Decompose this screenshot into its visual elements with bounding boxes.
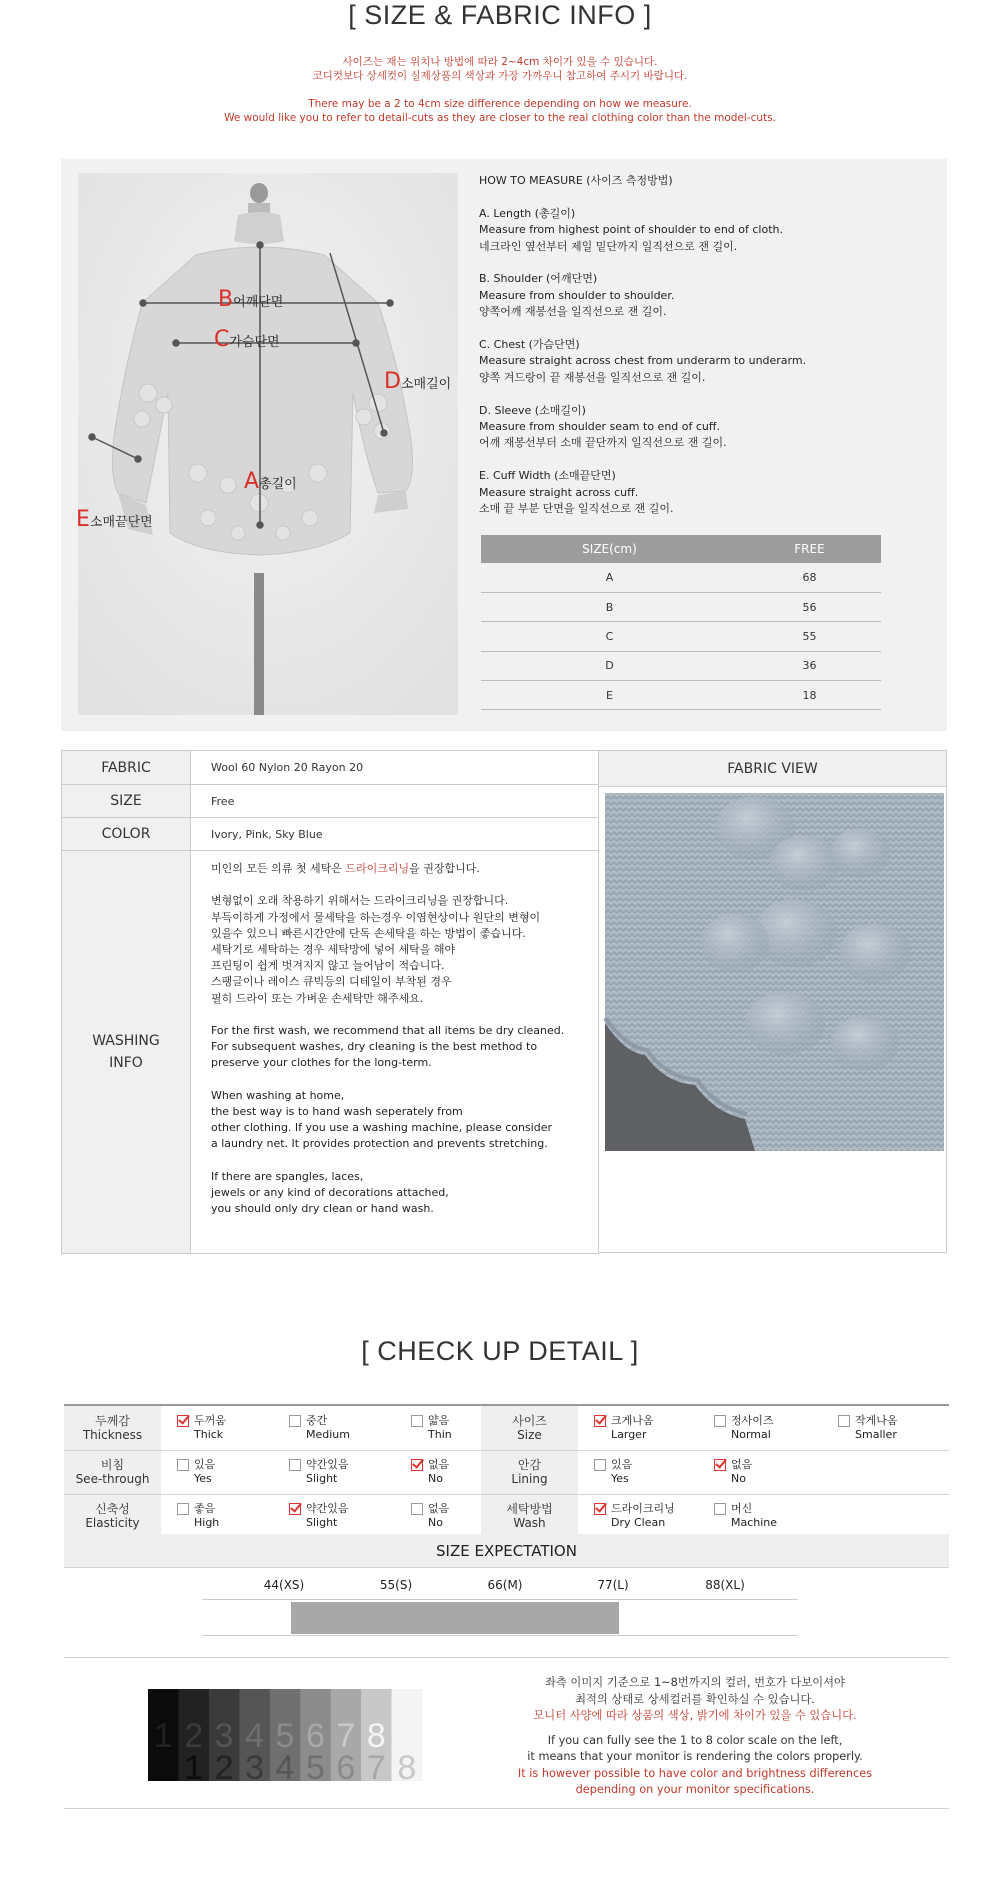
label-letter: B [218, 287, 234, 312]
washing-row [62, 851, 599, 1254]
washing-line: 필히 드라이 또는 가벼운 손세탁만 해주세요. [211, 991, 424, 1005]
scale-number-top: 6 [305, 1717, 325, 1755]
section-title-check-detail: [ CHECK UP DETAIL ] [361, 1336, 639, 1366]
checked-checkbox[interactable] [714, 1459, 726, 1471]
unchecked-checkbox[interactable] [714, 1503, 726, 1515]
size-notice-en [0, 97, 1000, 125]
garment-diagram [78, 173, 458, 715]
scale-number-top: 4 [245, 1717, 265, 1755]
checked-checkbox[interactable] [594, 1503, 606, 1515]
color-label: COLOR [62, 818, 191, 851]
washing-line: preserve your clothes for the long-term. [211, 1056, 432, 1070]
note-line: If you can fully see the 1 to 8 color scale on the left, [547, 1733, 843, 1747]
checked-checkbox[interactable] [411, 1459, 423, 1471]
cat-lining [481, 1450, 578, 1494]
fabric-photo-svg [605, 793, 944, 1151]
washing-intro-post: 을 권장합니다. [409, 862, 480, 875]
unchecked-checkbox[interactable] [289, 1415, 301, 1427]
empty-cell [822, 1494, 949, 1538]
scale-number-top: 8 [366, 1717, 386, 1755]
opt-ko: 없음 [731, 1458, 753, 1471]
option-larger[interactable] [578, 1406, 698, 1450]
opt-ko: 있음 [611, 1458, 633, 1471]
unchecked-checkbox[interactable] [411, 1415, 423, 1427]
opt-ko: 두꺼움 [194, 1413, 226, 1427]
label-letter: D [384, 369, 401, 394]
option-label [428, 1458, 449, 1486]
fabric-label: FABRIC [62, 751, 191, 785]
table-row [481, 622, 881, 651]
option-label [428, 1502, 449, 1530]
size-row [62, 785, 599, 818]
washing-line: 변형없이 오래 착용하기 위해서는 드라이크리닝을 권장합니다. [211, 894, 509, 908]
label-letter: C [214, 327, 230, 352]
scale-number-bottom: 3 [245, 1749, 265, 1787]
unchecked-checkbox[interactable] [289, 1459, 301, 1471]
washing-intro [211, 861, 578, 877]
size-value: Free [191, 785, 599, 818]
unchecked-checkbox[interactable] [594, 1459, 606, 1471]
opt-ko: 크게나옴 [611, 1413, 654, 1427]
opt-ko: 없음 [428, 1458, 450, 1471]
size-key: C [481, 622, 738, 651]
label-letter: A [244, 469, 260, 494]
opt-en: Dry Clean [611, 1516, 666, 1529]
diagram-label-c [214, 327, 280, 352]
option-medium[interactable] [273, 1406, 395, 1450]
measure-item-a [479, 206, 919, 255]
empty-cell [822, 1450, 949, 1494]
cat-ko: 두께감 [95, 1413, 130, 1428]
opt-ko: 있음 [194, 1458, 216, 1471]
unchecked-checkbox[interactable] [411, 1503, 423, 1515]
option-label [855, 1414, 898, 1442]
option-label [194, 1414, 226, 1442]
opt-en: Smaller [855, 1427, 897, 1441]
note-line-highlight: It is however possible to have color and brightness differences [517, 1766, 873, 1780]
measure-item-b [479, 271, 919, 320]
option-label [194, 1458, 215, 1486]
unchecked-checkbox[interactable] [838, 1415, 850, 1427]
cat-size [481, 1406, 578, 1450]
color-scale [148, 1689, 422, 1787]
measure-en: Measure from shoulder seam to end of cuff. [479, 420, 720, 434]
cat-en: Lining [511, 1472, 548, 1486]
measure-en: Measure from highest point of shoulder to end of cloth. [479, 223, 783, 237]
table-row [481, 681, 881, 710]
fabric-photo [605, 793, 944, 1151]
option-label [428, 1414, 452, 1442]
check-row-seethrough-lining [64, 1450, 949, 1494]
measure-title: A. Length (총길이) [479, 206, 576, 220]
scale-number-bottom: 6 [336, 1749, 356, 1787]
size-tick-s: 55(S) [379, 1578, 413, 1592]
washing-line: the best way is to hand wash seperately from [211, 1105, 463, 1118]
free-col-header: FREE [738, 535, 881, 563]
how-to-measure-heading: HOW TO MEASURE (사이즈 측정방법) [479, 174, 673, 187]
washing-line: a laundry net. It provides protection and prevents stretching. [211, 1137, 548, 1151]
measure-item-d [479, 403, 919, 452]
measure-title: B. Shoulder (어깨단면) [479, 272, 598, 286]
option-no-elastic[interactable] [395, 1494, 481, 1538]
scale-number-top: 2 [184, 1717, 204, 1755]
opt-ko: 좋음 [194, 1502, 216, 1515]
opt-ko: 작게나옴 [855, 1413, 898, 1427]
measure-en: Measure straight across chest from underarm to underarm. [479, 354, 807, 368]
washing-line: 있을수 있으니 빠른시간안에 단독 손세탁을 하는 방법이 좋습니다. [211, 926, 526, 940]
note-line-highlight: depending on your monitor specifications. [575, 1783, 815, 1796]
option-label [731, 1458, 752, 1486]
cat-see-through [64, 1450, 161, 1494]
measure-title: D. Sleeve (소매길이) [479, 403, 586, 417]
section-title-size-fabric: [ SIZE & FABRIC INFO ] [348, 0, 652, 30]
cat-en: Thickness [82, 1427, 143, 1442]
option-slight-elastic[interactable] [273, 1494, 395, 1538]
notice-line: 코디컷보다 상세컷이 실제상품의 색상과 가장 가까우니 참고하여 주시기 바랍니다. [312, 70, 688, 82]
size-expectation-track-bottom [202, 1635, 798, 1636]
measure-ko: 소매 끝 부분 단면을 일직선으로 잰 길이. [479, 502, 674, 516]
opt-en: Slight [306, 1516, 338, 1529]
option-lining-yes[interactable] [578, 1450, 698, 1494]
opt-ko: 없음 [428, 1502, 450, 1515]
opt-en: Yes [194, 1472, 212, 1485]
washing-line: For subsequent washes, dry cleaning is the best method to [211, 1040, 538, 1054]
scale-number-bottom: 8 [397, 1749, 417, 1787]
opt-en: Normal [731, 1427, 771, 1441]
cat-en: Elasticity [85, 1516, 140, 1530]
size-key: D [481, 651, 738, 680]
option-label [611, 1414, 654, 1442]
washing-intro-pre: 미인의 모든 의류 첫 세탁은 [211, 862, 346, 875]
option-label [306, 1458, 349, 1486]
note-line: it means that your monitor is rendering the colors properly. [527, 1750, 863, 1763]
opt-en: Slight [306, 1472, 338, 1485]
unchecked-checkbox[interactable] [177, 1459, 189, 1471]
opt-ko: 드라이크리닝 [611, 1502, 675, 1515]
washing-text [191, 851, 598, 1217]
washing-line: When washing at home, [211, 1088, 345, 1102]
opt-en: Machine [731, 1516, 778, 1529]
diagram-label-b [218, 287, 283, 312]
scale-number-top: 5 [275, 1717, 295, 1755]
cat-ko: 신축성 [95, 1502, 130, 1516]
fabric-value: Wool 60 Nylon 20 Rayon 20 [191, 751, 599, 785]
measure-ko: 양쪽어깨 재봉선을 일직선으로 잰 길이. [479, 305, 667, 319]
cat-ko: 세탁방법 [506, 1502, 553, 1516]
opt-en: Thin [428, 1427, 452, 1441]
option-yes[interactable] [161, 1450, 273, 1494]
size-expectation-track-top [202, 1599, 798, 1600]
checked-checkbox[interactable] [289, 1503, 301, 1515]
cat-ko: 비침 [100, 1458, 125, 1472]
size-expectation-header: SIZE EXPECTATION [64, 1534, 949, 1568]
cat-wash [481, 1494, 578, 1538]
option-dry-clean[interactable] [578, 1494, 698, 1538]
opt-en: High [194, 1516, 220, 1529]
cat-ko: 사이즈 [512, 1413, 547, 1428]
notice-line: There may be a 2 to 4cm size difference depending on how we measure. [308, 98, 692, 110]
option-smaller[interactable] [822, 1406, 949, 1450]
opt-ko: 얇음 [428, 1413, 450, 1427]
size-value: 18 [738, 681, 881, 710]
size-tick-xs: 44(XS) [263, 1578, 305, 1592]
fabric-view-panel [599, 750, 947, 1253]
scale-number-top: 7 [336, 1717, 356, 1755]
scale-number-bottom: 7 [366, 1749, 386, 1787]
size-tick-xl: 88(XL) [705, 1578, 745, 1592]
fabric-row [62, 751, 599, 785]
opt-en: Thick [194, 1427, 224, 1441]
cat-en: Wash [513, 1516, 546, 1530]
size-notice-ko [0, 55, 1000, 83]
washing-line: 세탁기로 세탁하는 경우 세탁망에 넣어 세탁을 해야 [211, 943, 456, 956]
size-value: 68 [738, 563, 881, 592]
option-no[interactable] [395, 1450, 481, 1494]
label-text: 소매끝단면 [89, 515, 153, 530]
notice-line: We would like you to refer to detail-cuts as they are closer to the real clothing color than the model-cuts. [224, 112, 776, 124]
table-row [481, 592, 881, 621]
cat-elasticity [64, 1494, 161, 1538]
diagram-label-e [76, 507, 153, 532]
cat-thickness [64, 1406, 161, 1450]
option-thick[interactable] [161, 1406, 273, 1450]
size-col-header: SIZE(cm) [481, 535, 738, 563]
washing-label-line: INFO [109, 1055, 143, 1071]
checked-checkbox[interactable] [594, 1415, 606, 1427]
washing-en-2 [211, 1088, 578, 1153]
note-line-highlight: 모니터 사양에 따라 상품의 색상, 밝기에 차이가 있을 수 있습니다. [533, 1709, 857, 1722]
divider [64, 1657, 949, 1658]
option-lining-no[interactable] [698, 1450, 822, 1494]
unchecked-checkbox[interactable] [714, 1415, 726, 1427]
diagram-label-d [384, 369, 451, 394]
washing-label [62, 851, 191, 1254]
size-value: 55 [738, 622, 881, 651]
opt-ko: 중간 [306, 1413, 328, 1427]
washing-en-1 [211, 1023, 578, 1072]
size-tick-m: 66(M) [487, 1578, 523, 1592]
fabric-view-title: FABRIC VIEW [599, 751, 946, 787]
label-text: 어깨단면 [233, 295, 284, 310]
check-row-thickness-size [64, 1406, 949, 1450]
size-table [481, 535, 881, 710]
washing-ko [211, 893, 578, 1006]
washing-line: you should only dry clean or hand wash. [211, 1202, 434, 1216]
notice-line: 사이즈는 재는 위치나 방법에 따라 2~4cm 차이가 있을 수 있습니다. [342, 56, 658, 68]
option-label [306, 1502, 349, 1530]
garment-diagram-svg [78, 173, 458, 715]
opt-en: Larger [611, 1427, 647, 1441]
scale-number-top: 3 [214, 1717, 234, 1755]
label-letter: E [76, 507, 90, 532]
washing-info [191, 851, 599, 1254]
measure-title: E. Cuff Width (소매끝단면) [479, 469, 616, 483]
note-line: 최적의 상태로 상세컬러를 확인하실 수 있습니다. [575, 1692, 815, 1706]
washing-line: For the first wash, we recommend that all items be dry cleaned. [211, 1024, 565, 1037]
size-key: E [481, 681, 738, 710]
option-normal[interactable] [698, 1406, 822, 1450]
washing-line: 부득이하게 가정에서 물세탁을 하는경우 이염현상이나 원단의 변형이 [211, 910, 541, 924]
checked-checkbox[interactable] [177, 1415, 189, 1427]
spacer [465, 1725, 925, 1733]
measure-item-e [479, 468, 919, 517]
scale-number-bottom: 5 [305, 1749, 325, 1787]
option-machine[interactable] [698, 1494, 822, 1538]
option-high[interactable] [161, 1494, 273, 1538]
opt-en: Medium [306, 1427, 350, 1441]
option-label [306, 1414, 350, 1442]
cat-en: See-through [75, 1472, 150, 1486]
option-label [611, 1502, 675, 1530]
color-scale-note [465, 1675, 925, 1799]
label-text: 가슴단면 [229, 335, 280, 350]
cat-en: Size [517, 1427, 542, 1442]
scale-number-bottom: 2 [214, 1749, 234, 1787]
label-text: 소매길이 [400, 377, 452, 392]
measure-title: C. Chest (가슴단면) [479, 338, 580, 352]
cat-ko: 안감 [517, 1458, 542, 1472]
option-label [611, 1458, 632, 1486]
color-scale-svg [148, 1689, 422, 1787]
washing-label-line: WASHING [92, 1033, 160, 1049]
measure-ko: 네크라인 옆선부터 제일 밑단까지 일직선으로 잰 길이. [479, 239, 738, 253]
fabric-info-table [61, 750, 599, 1254]
opt-ko: 약간있음 [306, 1502, 349, 1515]
washing-line: 스팽글이나 레이스 큐빅등의 디테일이 부착된 경우 [211, 975, 452, 989]
measure-en: Measure straight across cuff. [479, 485, 639, 499]
option-label [194, 1502, 219, 1530]
opt-ko: 약간있음 [306, 1458, 349, 1471]
size-tick-l: 77(L) [597, 1578, 629, 1592]
size-value: 56 [738, 592, 881, 621]
option-label [731, 1414, 774, 1442]
size-key: B [481, 592, 738, 621]
size-label: SIZE [62, 785, 191, 818]
measure-ko: 양쪽 겨드랑이 끝 재봉선을 일직선으로 잰 길이. [479, 370, 706, 384]
scale-number-bottom: 4 [275, 1749, 295, 1787]
check-detail-table [64, 1406, 949, 1539]
size-expectation-range [291, 1602, 619, 1634]
table-row [481, 651, 881, 680]
color-row [62, 818, 599, 851]
how-to-measure [479, 173, 919, 534]
option-label [731, 1502, 777, 1530]
color-value: Ivory, Pink, Sky Blue [191, 818, 599, 851]
note-line: 좌측 이미지 기준으로 1~8번까지의 컬러, 번호가 다보이셔야 [545, 1676, 845, 1689]
opt-en: No [731, 1472, 746, 1485]
option-thin[interactable] [395, 1406, 481, 1450]
measure-item-c [479, 337, 919, 386]
scale-number-bottom: 1 [184, 1749, 204, 1787]
unchecked-checkbox[interactable] [177, 1503, 189, 1515]
washing-line: If there are spangles, laces, [211, 1169, 364, 1183]
washing-line: jewels or any kind of decorations attached, [211, 1186, 449, 1199]
size-value: 36 [738, 651, 881, 680]
scale-number-top: 1 [153, 1717, 173, 1755]
check-table-top-border [64, 1404, 949, 1406]
opt-en: No [428, 1472, 443, 1485]
opt-ko: 머신 [731, 1502, 753, 1515]
divider [64, 1808, 949, 1809]
check-row-elasticity-wash [64, 1494, 949, 1538]
washing-en-3 [211, 1169, 578, 1218]
washing-line: 프린팅이 쉽게 벗겨지지 않고 늘어남이 적습니다. [211, 959, 445, 973]
opt-en: No [428, 1516, 443, 1529]
opt-ko: 정사이즈 [731, 1413, 774, 1427]
table-row [481, 563, 881, 592]
washing-line: other clothing. If you use a washing machine, please consider [211, 1121, 553, 1135]
opt-en: Yes [611, 1472, 629, 1485]
size-table-header [481, 535, 881, 563]
option-slight[interactable] [273, 1450, 395, 1494]
size-key: A [481, 563, 738, 592]
label-text: 총길이 [259, 477, 297, 492]
diagram-label-a [244, 469, 297, 494]
measure-ko: 어깨 재봉선부터 소매 끝단까지 일직선으로 잰 길이. [479, 436, 727, 450]
washing-intro-highlight: 드라이크리닝 [345, 862, 410, 875]
measure-en: Measure from shoulder to shoulder. [479, 288, 675, 302]
